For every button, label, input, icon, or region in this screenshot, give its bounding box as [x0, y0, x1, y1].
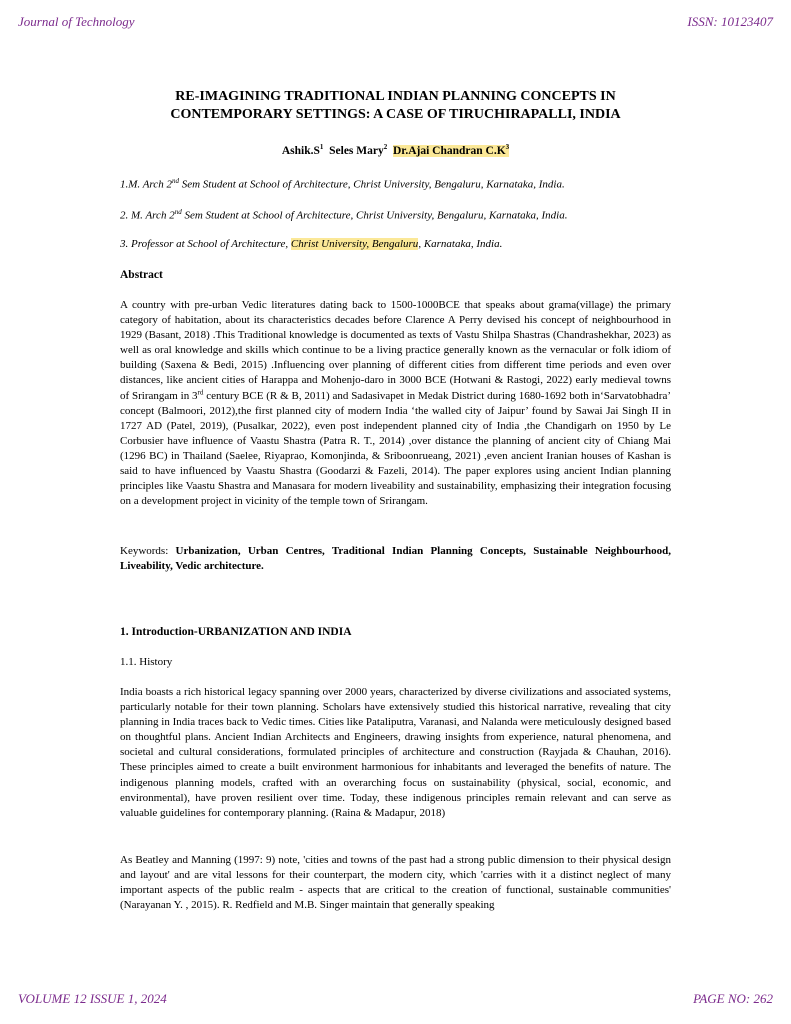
- author-index: 1: [319, 143, 324, 151]
- title-line: RE-IMAGINING TRADITIONAL INDIAN PLANNING CONCEPTS IN: [175, 89, 616, 104]
- title-line: CONTEMPORARY SETTINGS: A CASE OF TIRUCHIRAPALLI, INDIA: [170, 107, 621, 122]
- abstract-text: A country with pre-urban Vedic literatures dating back to 1500-1000BCE that speaks about grama(village) the primary category of habitation, about its characteristics decades before Clarence A Perry devised his concept of neighbourhood in 1929 (Basant, 2018) .This Traditional knowledge is documented as texts of Vastu Shilpa Shastras (Chandrashekhar, 2023) as well as oral knowledge and skills which continue to be a living practice generally known as the vernacular or folk idiom of building (Saxena & Bedi, 2015) .Influencing over planning of different cities from different time periods and even over distances, like ancient cities of Harappa and Mohenjo-daro in 3000 BCE (Hotwani & Rastogi, 2022) early medieval towns of Srirangam in 3rd century BCE (R & B, 2011) and Sadasivapet in Medak District during 1680-1692 both in‘Sarvatobhadra’ concept (Balmoori, 2012),the first planned city of modern India ‘the walled city of Jaipur’ found by Sawai Jai Singh II in 1727 AD (Patel, 2019), (Pusalkar, 2022), even post independent planned city of India ,the Chandigarh on 1950 by Le Corbusier have influence of Vaastu Shastra (Patra R. T., 2014) ,over distance the planning of ancient city of Chiang Mai (1296 BC) in Thailand (Saelee, Riyaprao, Komonjinda, & Sriboonrueang, 2021) ,even ancient Iranian houses of Kashan is said to have influenced by Vaastu Shastra (Goodarzi & Fazeli, 2014). The paper explores using ancient Indian planning principles like Vaastu Shastra and Manasara for modern liveability and sustainability, emphasizing their integration focusing on a development project in vicinity of the temple town of Srirangam.: [120, 299, 671, 508]
- volume-issue: VOLUME 12 ISSUE 1, 2024: [18, 991, 167, 1006]
- body-paragraph: India boasts a rich historical legacy spanning over 2000 years, characterized by diverse civilizations and associated systems, particularly notable for their town planning. Scholars have extensively studied this historical narrative, revealing that city planning in India traces back to Vedic times. Cities like Pataliputra, Varanasi, and Nalanda were meticulously designed based on thoughtful plans. Ancient Indian Architects and Engineers, drawing insights from experience, natural phenomena, and societal and cultural considerations, formulated principles of architecture and construction (Rayjada & Chauhan, 2016). These principles aimed to create a built environment harmonious for inhabitants and leveraged the benefits of nature. The indigenous planning models, crafted with an overarching focus on sustainability (physical, social, economic, and environmental), have proven resilient over time. Today, these indigenous principles remain relevant and can serve as valuable guidelines for contemporary planning. (Raina & Madapur, 2018): [120, 686, 671, 819]
- page-number: PAGE NO: 262: [693, 991, 773, 1006]
- affiliation: 2. M. Arch 2nd Sem Student at School of Architecture, Christ University, Bengaluru, Karnataka, India.: [120, 208, 568, 222]
- section-heading: 1. Introduction-URBANIZATION AND INDIA: [120, 626, 352, 638]
- author-index: 3: [505, 143, 510, 151]
- keywords-terms: Urbanization, Urban Centres, Traditional Indian Planning Concepts, Sustainable Neighbourhood, Liveability, Vedic architecture.: [120, 545, 671, 573]
- affiliation: 1.M. Arch 2nd Sem Student at School of Architecture, Christ University, Bengaluru, Karnataka, India.: [120, 177, 565, 191]
- issn: ISSN: 10123407: [687, 14, 773, 29]
- author-name-highlighted: Dr.Ajai Chandran $C.K^3$: [392, 143, 510, 157]
- journal-name: Journal of Technology: [18, 14, 135, 29]
- paper-title: [60, 88, 731, 124]
- body-paragraph: As Beatley and Manning (1997: 9) note, 'cities and towns of the past had a strong public dimension to their physical design and layout' and are vital lessons for their counterpart, the modern city, which 'carries with it a distinct neglect of many important aspects of the public realm - aspects that are critical to the creation of functional, sustainable communities' (Narayanan Y. , 2015). R. Redfield and M.B. Singer maintain that generally speaking: [120, 854, 671, 912]
- author-name: Ashik.S: [281, 144, 320, 157]
- author-name: Seles Mary: [329, 144, 384, 157]
- abstract-heading: Abstract: [120, 269, 163, 281]
- highlighted-text: Christ University, Bengaluru: [290, 238, 419, 250]
- keywords-label: Keywords:: [120, 545, 176, 557]
- affiliation: 3. Professor at School of Architecture, Christ University, Bengaluru, Karnataka, India.: [120, 238, 503, 250]
- subsection-heading: 1.1. History: [120, 656, 173, 668]
- keywords: [120, 544, 671, 574]
- author-list: [60, 140, 731, 158]
- author-index: 2: [383, 143, 388, 151]
